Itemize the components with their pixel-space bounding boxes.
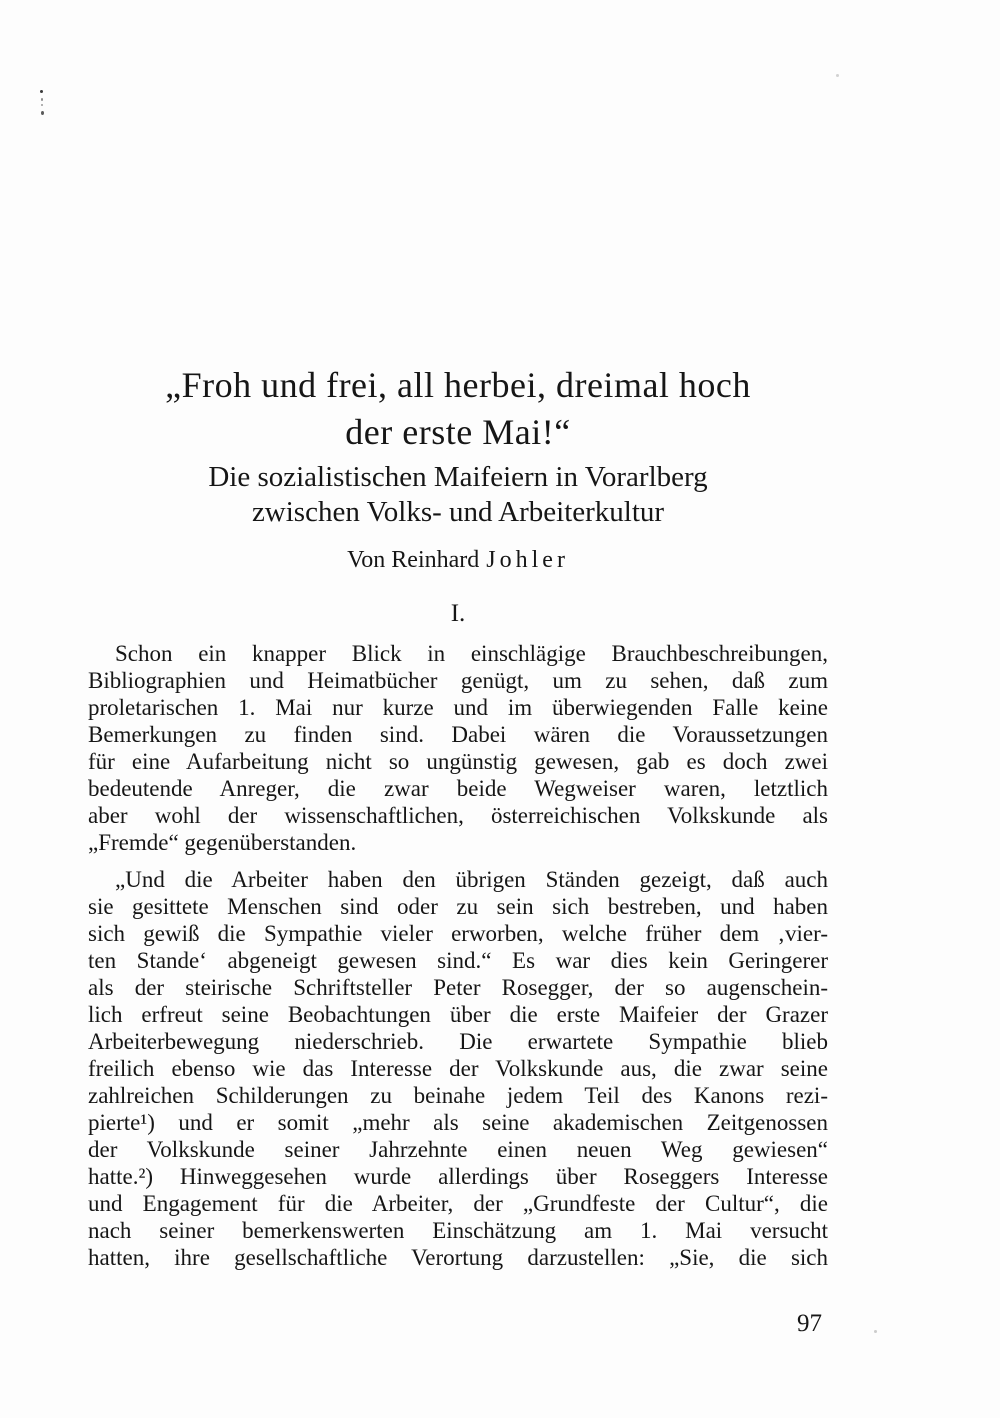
section-heading: I. (450, 600, 466, 627)
scan-artifact (41, 104, 43, 106)
text-line: für eine Aufarbeitung nicht so ungünstig gewesen, gab es doch zwei (88, 749, 828, 774)
text-line: ten Stande‘ abgeneigt gewesen sind.“ Es war dies kein Geringerer (88, 948, 828, 973)
article-title (88, 362, 828, 456)
text-line: Arbeiterbewegung niederschrieb. Die erwartete Sympathie blieb (88, 1029, 828, 1054)
scan-artifact (41, 98, 43, 101)
title-line-2: der erste Mai!“ (345, 412, 571, 452)
text-line: hatte.²) Hinweggesehen wurde allerdings über Roseggers Interesse (88, 1164, 828, 1189)
text-line: nach seiner bemerkenswerten Einschätzung am 1. Mai versucht (88, 1218, 828, 1243)
author-name: Johler (486, 547, 569, 573)
text-line: hatten, ihre gesellschaftliche Verortung darzustellen: „Sie, die sich (88, 1245, 828, 1270)
body-paragraphs (88, 640, 828, 1271)
author-prefix: Von Reinhard (347, 547, 480, 573)
subtitle-line-1: Die sozialistischen Maifeiern in Vorarlberg (208, 461, 708, 493)
page-number: 97 (797, 1310, 822, 1337)
text-line: Bibliographien und Heimatbücher genügt, um zu sehen, daß zum (88, 668, 828, 693)
text-line: pierte¹) und er somit „mehr als seine akademischen Zeitgenossen (88, 1110, 828, 1135)
paragraph (88, 866, 828, 1271)
text-line: sich gewiß die Sympathie vieler erworben, welche früher dem ‚vier- (88, 921, 828, 946)
text-line: aber wohl der wissenschaftlichen, österreichischen Volkskunde als (88, 803, 828, 828)
scan-artifact (40, 90, 43, 93)
text-line: der Volkskunde seiner Jahrzehnte einen neuen Weg gewiesen“ (88, 1137, 828, 1162)
scan-artifact (836, 74, 839, 77)
text-line: freilich ebenso wie das Interesse der Volkskunde aus, die zwar seine (88, 1056, 828, 1081)
article-subtitle (88, 460, 828, 530)
text-line: lich erfreut seine Beobachtungen über die erste Maifeier der Grazer (88, 1002, 828, 1027)
text-line: sie gesittete Menschen sind oder zu sein sich bestreben, und haben (88, 894, 828, 919)
text-line: und Engagement für die Arbeiter, der „Grundfeste der Cultur“, die (88, 1191, 828, 1216)
title-line-1: „Froh und frei, all herbei, dreimal hoch (165, 365, 751, 405)
text-line: als der steirische Schriftsteller Peter Rosegger, der so augenschein- (88, 975, 828, 1000)
scan-artifact (41, 111, 44, 115)
text-line: Schon ein knapper Blick in einschlägige Brauchbeschreibungen, (115, 641, 828, 666)
text-line: „Fremde“ gegenüberstanden. (88, 830, 357, 855)
text-line: „Und die Arbeiter haben den übrigen Ständen gezeigt, daß auch (115, 867, 828, 892)
paragraph (88, 640, 828, 856)
text-line: zahlreichen Schilderungen zu beinahe jedem Teil des Kanons rezi- (88, 1083, 828, 1108)
author-byline (88, 546, 828, 574)
text-line: Bemerkungen zu finden sind. Dabei wären die Voraussetzungen (88, 722, 828, 747)
text-line: bedeutende Anreger, die zwar beide Wegweiser waren, letztlich (88, 776, 828, 801)
article (88, 0, 828, 1337)
text-line: proletarischen 1. Mai nur kurze und im überwiegenden Falle keine (88, 695, 828, 720)
subtitle-line-2: zwischen Volks- und Arbeiterkultur (251, 496, 665, 528)
scan-artifact (874, 1330, 877, 1333)
